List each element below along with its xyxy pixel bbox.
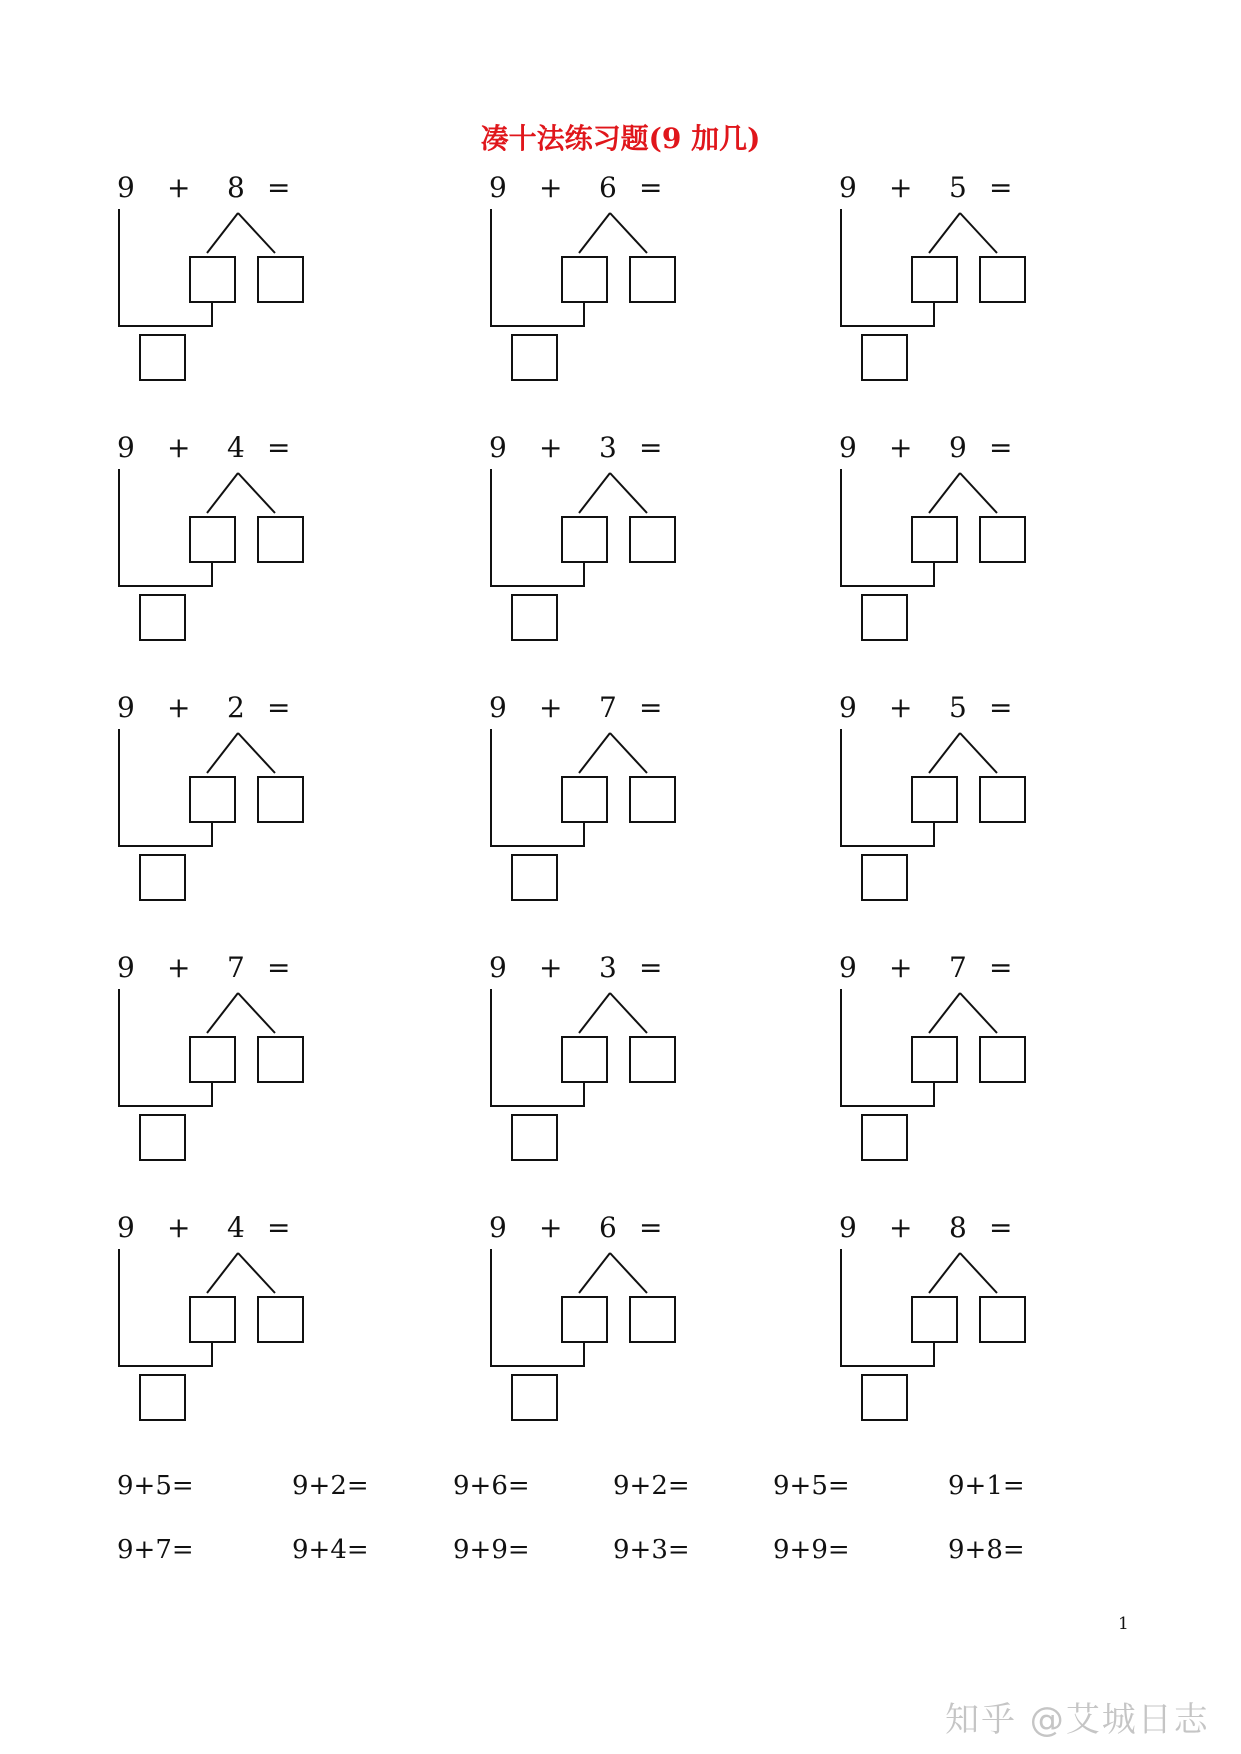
- answer-box[interactable]: [861, 334, 908, 381]
- split-box-left[interactable]: [561, 1296, 608, 1343]
- addend-a: 9: [489, 171, 507, 204]
- plus-sign: +: [889, 431, 913, 464]
- split-box-left[interactable]: [911, 516, 958, 563]
- equals-sign: =: [639, 1211, 663, 1244]
- split-box-left[interactable]: [189, 516, 236, 563]
- addend-a: 9: [839, 691, 857, 724]
- addend-b: 3: [599, 431, 617, 464]
- addend-a: 9: [117, 171, 135, 204]
- split-box-left[interactable]: [189, 256, 236, 303]
- split-box-left[interactable]: [561, 256, 608, 303]
- addend-a: 9: [839, 431, 857, 464]
- addend-b: 4: [227, 1211, 245, 1244]
- equals-sign: =: [267, 431, 291, 464]
- drill-equation: 9+5=: [773, 1471, 850, 1501]
- answer-box[interactable]: [139, 594, 186, 641]
- decomposition-problem: [839, 691, 1079, 921]
- answer-box[interactable]: [511, 594, 558, 641]
- split-box-right[interactable]: [257, 1296, 304, 1343]
- addend-b: 7: [599, 691, 617, 724]
- answer-box[interactable]: [139, 1114, 186, 1161]
- answer-box[interactable]: [511, 1114, 558, 1161]
- plus-sign: +: [167, 1211, 191, 1244]
- equals-sign: =: [267, 691, 291, 724]
- drill-equation: 9+2=: [292, 1471, 369, 1501]
- answer-box[interactable]: [861, 854, 908, 901]
- drill-equation: 9+8=: [948, 1535, 1025, 1565]
- plus-sign: +: [539, 691, 563, 724]
- equals-sign: =: [989, 431, 1013, 464]
- addend-b: 9: [949, 431, 967, 464]
- decomposition-problem: [489, 431, 729, 661]
- equals-sign: =: [639, 691, 663, 724]
- split-box-left[interactable]: [189, 1296, 236, 1343]
- split-box-right[interactable]: [257, 256, 304, 303]
- split-box-left[interactable]: [911, 1296, 958, 1343]
- split-box-left[interactable]: [561, 1036, 608, 1083]
- equals-sign: =: [639, 951, 663, 984]
- addend-a: 9: [839, 951, 857, 984]
- plus-sign: +: [889, 951, 913, 984]
- answer-box[interactable]: [139, 334, 186, 381]
- drill-equation: 9+2=: [613, 1471, 690, 1501]
- plus-sign: +: [167, 691, 191, 724]
- answer-box[interactable]: [861, 594, 908, 641]
- decomposition-problem: [489, 1211, 729, 1441]
- split-box-right[interactable]: [629, 1296, 676, 1343]
- plus-sign: +: [539, 431, 563, 464]
- split-box-right[interactable]: [979, 516, 1026, 563]
- equals-sign: =: [639, 171, 663, 204]
- plus-sign: +: [539, 1211, 563, 1244]
- plus-sign: +: [539, 171, 563, 204]
- drill-equation: 9+9=: [453, 1535, 530, 1565]
- decomposition-problem: [117, 951, 357, 1181]
- addend-a: 9: [839, 1211, 857, 1244]
- equals-sign: =: [989, 1211, 1013, 1244]
- decomposition-problem: [117, 691, 357, 921]
- decomposition-problem: [489, 951, 729, 1181]
- answer-box[interactable]: [139, 854, 186, 901]
- split-box-right[interactable]: [979, 776, 1026, 823]
- split-box-right[interactable]: [257, 776, 304, 823]
- decomposition-problem: [839, 951, 1079, 1181]
- split-box-left[interactable]: [561, 776, 608, 823]
- addend-a: 9: [489, 691, 507, 724]
- addend-a: 9: [489, 951, 507, 984]
- drill-equation: 9+7=: [117, 1535, 194, 1565]
- split-box-left[interactable]: [911, 776, 958, 823]
- split-box-left[interactable]: [911, 256, 958, 303]
- addend-a: 9: [117, 1211, 135, 1244]
- decomposition-problem: [489, 171, 729, 401]
- decomposition-problem: [117, 1211, 357, 1441]
- equals-sign: =: [639, 431, 663, 464]
- addend-b: 7: [227, 951, 245, 984]
- addend-b: 5: [949, 171, 967, 204]
- plus-sign: +: [889, 691, 913, 724]
- addend-b: 7: [949, 951, 967, 984]
- plus-sign: +: [539, 951, 563, 984]
- decomposition-problem: [489, 691, 729, 921]
- addend-b: 5: [949, 691, 967, 724]
- addend-b: 6: [599, 171, 617, 204]
- plus-sign: +: [889, 1211, 913, 1244]
- equals-sign: =: [989, 171, 1013, 204]
- split-box-right[interactable]: [257, 516, 304, 563]
- answer-box[interactable]: [511, 334, 558, 381]
- addend-a: 9: [117, 431, 135, 464]
- plus-sign: +: [889, 171, 913, 204]
- page-number: 1: [1118, 1614, 1129, 1634]
- drill-equation: 9+3=: [613, 1535, 690, 1565]
- answer-box[interactable]: [511, 854, 558, 901]
- plus-sign: +: [167, 431, 191, 464]
- watermark: 知乎 @艾城日志: [945, 1700, 1210, 1740]
- addend-b: 8: [949, 1211, 967, 1244]
- split-box-right[interactable]: [979, 256, 1026, 303]
- decomposition-problem: [839, 1211, 1079, 1441]
- drill-equation: 9+6=: [453, 1471, 530, 1501]
- drill-equation: 9+9=: [773, 1535, 850, 1565]
- addend-a: 9: [489, 431, 507, 464]
- decomposition-problem: [839, 171, 1079, 401]
- equals-sign: =: [267, 1211, 291, 1244]
- addend-a: 9: [117, 691, 135, 724]
- split-box-right[interactable]: [979, 1036, 1026, 1083]
- answer-box[interactable]: [861, 1114, 908, 1161]
- addend-b: 4: [227, 431, 245, 464]
- split-box-right[interactable]: [979, 1296, 1026, 1343]
- drill-equation: 9+4=: [292, 1535, 369, 1565]
- split-box-left[interactable]: [189, 1036, 236, 1083]
- split-box-right[interactable]: [629, 256, 676, 303]
- addend-a: 9: [839, 171, 857, 204]
- addend-b: 6: [599, 1211, 617, 1244]
- addend-b: 3: [599, 951, 617, 984]
- decomposition-problem: [117, 171, 357, 401]
- addend-a: 9: [489, 1211, 507, 1244]
- decomposition-problem: [839, 431, 1079, 661]
- split-box-right[interactable]: [629, 516, 676, 563]
- equals-sign: =: [267, 951, 291, 984]
- split-box-left[interactable]: [189, 776, 236, 823]
- equals-sign: =: [989, 691, 1013, 724]
- answer-box[interactable]: [511, 1374, 558, 1421]
- split-box-right[interactable]: [629, 776, 676, 823]
- decomposition-problem: [117, 431, 357, 661]
- plus-sign: +: [167, 951, 191, 984]
- drill-equation: 9+1=: [948, 1471, 1025, 1501]
- drill-equation: 9+5=: [117, 1471, 194, 1501]
- addend-b: 8: [227, 171, 245, 204]
- plus-sign: +: [167, 171, 191, 204]
- worksheet-title: 凑十法练习题(9 加几): [480, 122, 761, 155]
- answer-box[interactable]: [861, 1374, 908, 1421]
- split-box-left[interactable]: [911, 1036, 958, 1083]
- split-box-right[interactable]: [257, 1036, 304, 1083]
- addend-b: 2: [227, 691, 245, 724]
- split-box-left[interactable]: [561, 516, 608, 563]
- equals-sign: =: [267, 171, 291, 204]
- split-box-right[interactable]: [629, 1036, 676, 1083]
- equals-sign: =: [989, 951, 1013, 984]
- answer-box[interactable]: [139, 1374, 186, 1421]
- addend-a: 9: [117, 951, 135, 984]
